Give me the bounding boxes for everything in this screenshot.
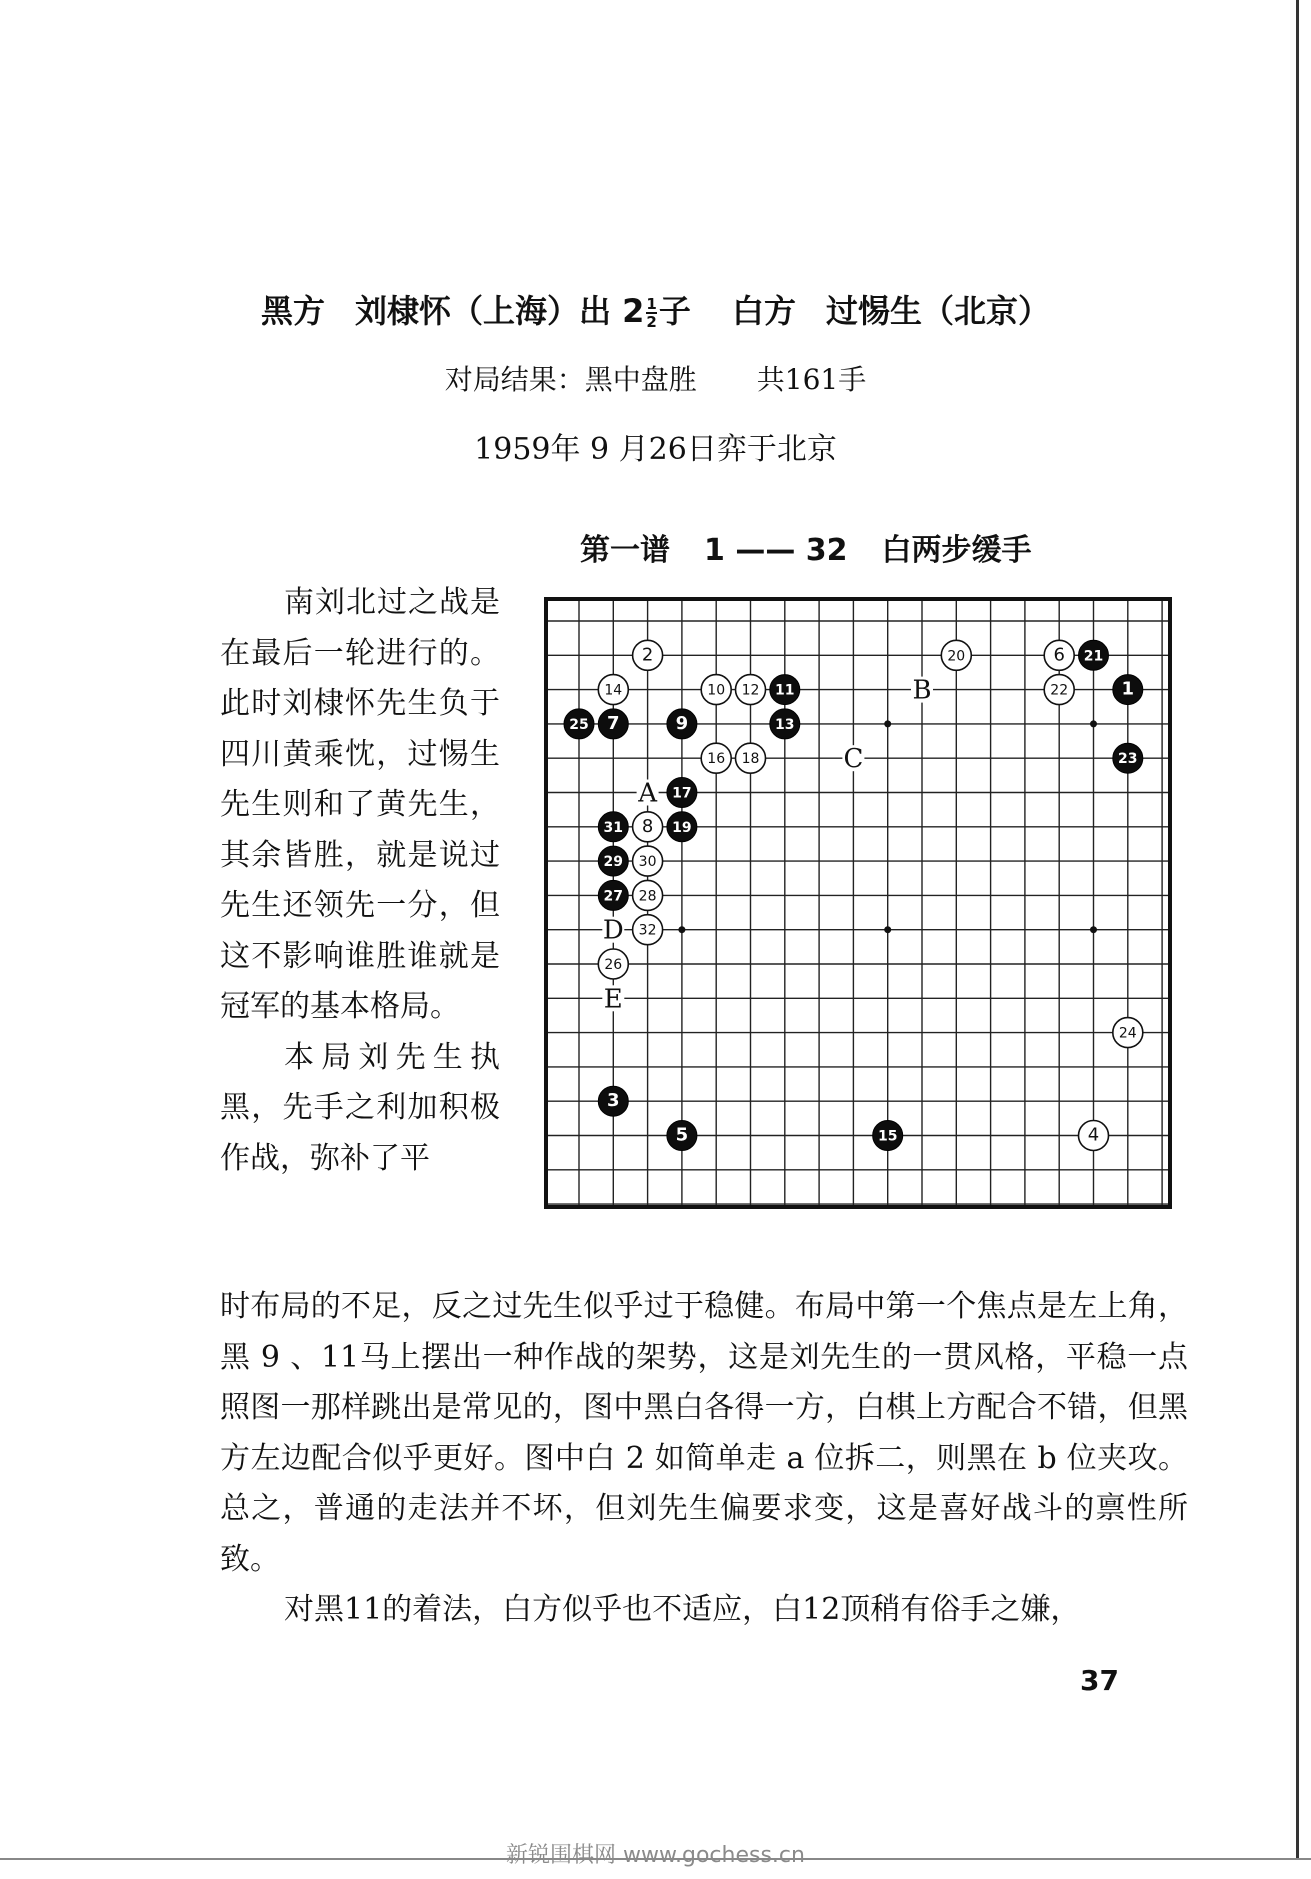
diagram-title-prefix: 第一谱 xyxy=(580,533,670,568)
black-stone-label: 21 xyxy=(1083,648,1104,665)
board-letter-marker: C xyxy=(843,744,864,775)
star-point xyxy=(884,926,891,933)
diagram-subtitle: 白两步缓手 xyxy=(881,533,1032,568)
diagram-title xyxy=(580,525,1120,569)
page-edge-right xyxy=(1296,0,1299,1860)
black-stone-label: 31 xyxy=(603,819,624,836)
star-point xyxy=(884,720,891,727)
board-letter-marker: B xyxy=(912,675,932,706)
black-stone-label: 7 xyxy=(607,712,620,734)
black-stone-label: 3 xyxy=(607,1090,620,1112)
black-stone-label: 23 xyxy=(1118,751,1138,768)
white-stone-label: 24 xyxy=(1118,1025,1137,1042)
commentary-paragraph-4: 对黑11的着法，白方似乎也不适应，白12顶稍有俗手之嫌， xyxy=(284,1592,1081,1627)
commentary-paragraph-1: 南刘北过之战是在最后一轮进行的。此时刘棣怀先生负于四川黄乘忱，过惕生先生则和了黄先生，其余皆胜，就是说过先生还领先一分，但这不影响谁胜谁就是冠军的基本格局。 xyxy=(220,585,500,1024)
black-stone-label: 27 xyxy=(603,888,624,905)
white-player: 过惕生（北京） xyxy=(826,292,1051,330)
star-point xyxy=(678,926,685,933)
white-stone-label: 32 xyxy=(638,922,657,939)
white-stone-label: 14 xyxy=(604,682,623,699)
black-stone-label: 25 xyxy=(569,716,589,733)
star-point xyxy=(1090,720,1097,727)
fraction-denominator: 2 xyxy=(646,313,657,331)
diagram-move-range: 1 —— 32 xyxy=(704,533,848,568)
handicap-unit: 子 xyxy=(658,292,691,330)
white-stone-label: 12 xyxy=(741,682,760,699)
commentary-paragraph-2: 本局刘先生执黑，先手之利加积极作战，弥补了平 xyxy=(220,1039,500,1176)
white-stone-label: 20 xyxy=(947,648,966,665)
commentary-paragraph-3: 时布局的不足，反之过先生似乎过于稳健。布局中第一个焦点是左上角，黑 9 、11马上摆出一种作战的架势，这是刘先生的一贯风格，平稳一点照图一那样跳出是常见的，图中黑白各得一方，白棋上方配合不错，但黑方左边配合似乎更好。图中白 2 如简单走 a 位拆二，则黑在 b 位夹攻。总之，普通的走法并不坏，但刘先生偏要求变，这是喜好战斗的禀性所致。 xyxy=(220,1289,1188,1577)
fraction-numerator: 1 xyxy=(646,295,657,313)
black-stone-label: 17 xyxy=(672,785,692,802)
go-board-diagram xyxy=(544,597,1172,1209)
black-stone-label: 5 xyxy=(675,1124,689,1146)
white-stone-label: 2 xyxy=(641,644,654,666)
white-stone-label: 6 xyxy=(1053,644,1065,666)
black-stone-label: 13 xyxy=(775,716,795,733)
board-letter-marker: E xyxy=(603,984,623,1015)
game-header-players xyxy=(0,286,1311,332)
game-result: 对局结果：黑中盘胜 xyxy=(444,363,697,396)
black-stone-label: 15 xyxy=(877,1128,898,1145)
handicap-whole: 2 xyxy=(622,292,645,330)
game-date: 1959年 9 月26日弈于北京 xyxy=(474,432,837,467)
handicap-fraction xyxy=(646,296,656,330)
black-label: 黑方 xyxy=(260,292,325,330)
total-moves: 共161手 xyxy=(756,363,867,396)
board-letter-marker: D xyxy=(602,915,624,946)
commentary-narrow xyxy=(220,578,500,1184)
white-stone-label: 22 xyxy=(1050,682,1069,699)
black-stone-label: 19 xyxy=(672,819,692,836)
white-stone-label: 28 xyxy=(638,888,657,905)
board-letter-marker: A xyxy=(638,778,657,809)
black-stone-label: 9 xyxy=(675,712,689,734)
white-stone-label: 30 xyxy=(638,854,657,871)
white-stone-label: 10 xyxy=(707,682,726,699)
star-point xyxy=(1090,926,1097,933)
black-player: 刘棣怀（上海）出 xyxy=(354,292,611,330)
black-stone-label: 29 xyxy=(603,854,624,871)
watermark: 新锐围棋网 www.gochess.cn xyxy=(506,1843,805,1868)
white-stone-label: 8 xyxy=(641,815,654,837)
white-stone-label: 4 xyxy=(1087,1124,1100,1146)
white-stone-label: 26 xyxy=(604,957,623,973)
black-stone-label: 11 xyxy=(775,682,795,699)
page-number: 37 xyxy=(1080,1664,1119,1697)
white-stone-label: 18 xyxy=(741,751,760,768)
game-result-line xyxy=(0,358,1311,398)
white-stone-label: 16 xyxy=(707,751,726,768)
white-label: 白方 xyxy=(732,292,797,330)
black-stone-label: 1 xyxy=(1121,678,1135,700)
commentary-wide xyxy=(220,1282,1188,1636)
